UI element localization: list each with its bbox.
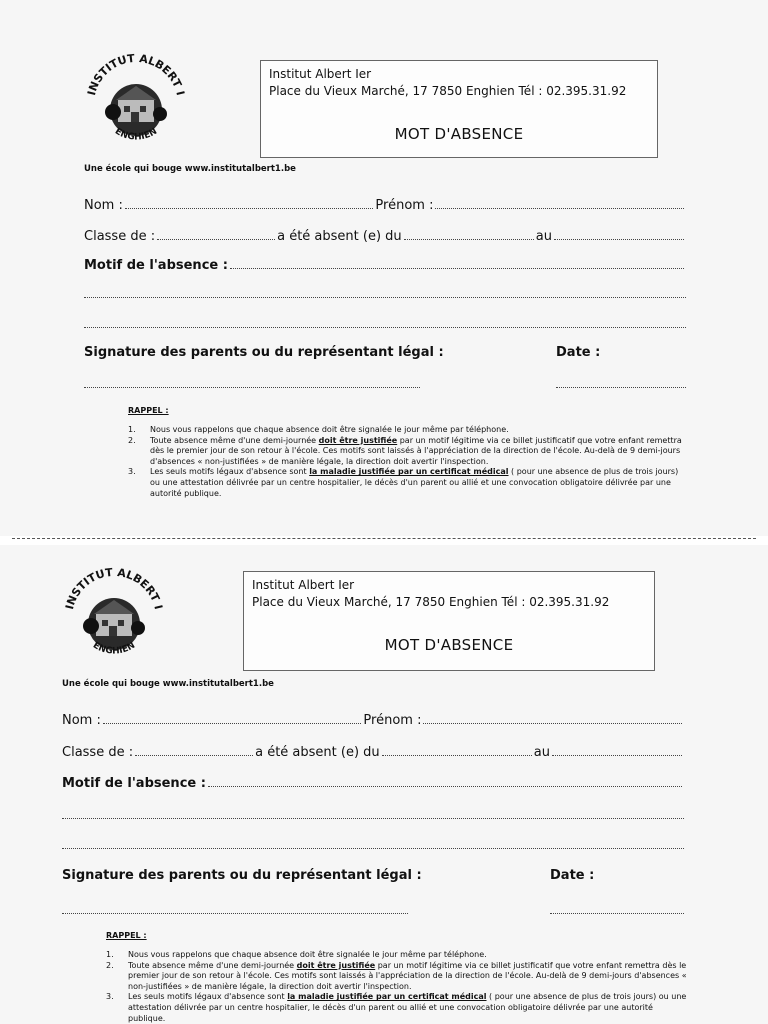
- rappel-item-emphasis: doit être justifiée: [318, 435, 398, 445]
- nom-prenom-line: [84, 195, 686, 213]
- motif-line: [84, 255, 686, 273]
- signature-label: Signature des parents ou du représentant légal :: [84, 345, 444, 360]
- motif-field[interactable]: [230, 268, 684, 269]
- motif-field-line-3[interactable]: [84, 326, 686, 328]
- date-field[interactable]: [550, 912, 684, 914]
- rappel-item-text: Toute absence même d'une demi-journée: [128, 960, 297, 970]
- logo-text-top: INSTITUT ALBERT I: [63, 565, 165, 611]
- rappel-item-number: 1.: [128, 425, 136, 434]
- prenom-label: Prénom :: [375, 198, 434, 213]
- date-from-field[interactable]: [382, 755, 532, 756]
- header-box: [260, 60, 658, 158]
- classe-label: Classe de :: [62, 745, 134, 760]
- rappel-item-text: Nous vous rappelons que chaque absence doit être signalée le jour même par téléphone.: [150, 425, 509, 434]
- motif-field-line-3[interactable]: [62, 847, 684, 849]
- date-label: Date :: [550, 868, 595, 883]
- cut-line: [12, 538, 756, 539]
- tagline: Une école qui bouge www.institutalbert1.be: [84, 164, 296, 174]
- date-to-field[interactable]: [554, 239, 684, 240]
- motif-field-line-2[interactable]: [84, 296, 686, 298]
- rappel-item: [128, 425, 688, 436]
- date-to-field[interactable]: [552, 755, 682, 756]
- rappel-list: [106, 950, 688, 1024]
- logo-text-bottom: ENGHIEN: [112, 126, 160, 143]
- classe-line: [62, 742, 684, 760]
- rappel-item-text: par un motif légitime via ce billet justificatif que votre enfant remettra dès le premier jour de son retour à l'école. Ces motifs sont laissés à l'appréciation de la direction de l'école. Au-delà de 9 demi-jours d'absences « non-justifiées » de manière légale, la direction doit avertir l'inspection.: [128, 960, 687, 991]
- signature-field[interactable]: [62, 912, 408, 914]
- rappel-item: [128, 436, 688, 468]
- rappel-item-emphasis: la maladie justifiée par un certificat médical: [309, 467, 509, 477]
- au-label: au: [535, 229, 552, 244]
- rappel-item-text: Les seuls motifs légaux d'absence sont: [150, 467, 310, 477]
- classe-field[interactable]: [157, 239, 275, 240]
- rappel-item-text: Toute absence même d'une demi-journée: [150, 435, 319, 445]
- nom-field[interactable]: [125, 208, 374, 209]
- prenom-field[interactable]: [435, 208, 684, 209]
- institution-name: Institut Albert Ier: [269, 67, 372, 81]
- rappel-item-number: 2.: [128, 435, 136, 445]
- slip-title: MOT D'ABSENCE: [394, 125, 524, 143]
- motif-field[interactable]: [208, 786, 682, 787]
- slip-title: MOT D'ABSENCE: [384, 636, 514, 654]
- rappel-item-text: par un motif légitime via ce billet justificatif que votre enfant remettra dès le premier jour de son retour à l'école. Ces motifs sont laissés à l'appréciation de la direction de l'école. Au-delà de 9 demi-jours d'absences « non-justifiées » de manière légale, la direction doit avertir l'inspection.: [150, 435, 682, 466]
- signature-field[interactable]: [84, 386, 420, 388]
- tagline: Une école qui bouge www.institutalbert1.be: [62, 679, 274, 689]
- nom-label: Nom :: [84, 198, 123, 213]
- rappel-item: [128, 467, 688, 499]
- rappel-item-number: 3.: [128, 467, 136, 477]
- prenom-label: Prénom :: [363, 713, 422, 728]
- motif-field-line-2[interactable]: [62, 817, 684, 819]
- school-logo: [58, 556, 170, 668]
- au-label: au: [533, 745, 550, 760]
- logo-text-top: INSTITUT ALBERT I: [85, 51, 187, 97]
- institution-name: Institut Albert Ier: [252, 578, 355, 592]
- rappel-item-emphasis: doit être justifiée: [296, 960, 376, 970]
- rappel-item: [106, 992, 688, 1024]
- classe-field[interactable]: [135, 755, 253, 756]
- rappel-list: [128, 425, 688, 499]
- rappel-item-number: 2.: [106, 960, 114, 970]
- rappel-title: RAPPEL :: [128, 406, 169, 415]
- logo-text-bottom: ENGHIEN: [90, 640, 138, 657]
- classe-line: [84, 226, 686, 244]
- rappel-item-number: 1.: [106, 950, 114, 959]
- rappel-item: [106, 961, 688, 993]
- rappel-item-emphasis: la maladie justifiée par un certificat médical: [287, 992, 487, 1002]
- prenom-field[interactable]: [423, 723, 682, 724]
- motif-label: Motif de l'absence :: [84, 258, 228, 273]
- header-box: [243, 571, 655, 671]
- nom-prenom-line: [62, 710, 684, 728]
- nom-label: Nom :: [62, 713, 101, 728]
- rappel-item-text: Les seuls motifs légaux d'absence sont: [128, 992, 288, 1002]
- date-label: Date :: [556, 345, 601, 360]
- institution-address: Place du Vieux Marché, 17 7850 Enghien Tél : 02.395.31.92: [269, 84, 627, 98]
- absent-label: a été absent (e) du: [255, 745, 380, 760]
- absent-label: a été absent (e) du: [277, 229, 402, 244]
- rappel-title: RAPPEL :: [106, 931, 147, 940]
- date-from-field[interactable]: [404, 239, 534, 240]
- rappel-item-text: ( pour une absence de plus de trois jours) ou une attestation délivrée par un centre hospitalier, le décès d'un parent ou allié et une convocation obligatoire délivrée par une autorité publique.: [150, 467, 679, 498]
- rappel-item-text: ( pour une absence de plus de trois jours) ou une attestation délivrée par un centre hospitalier, le décès d'un parent ou allié et une convocation obligatoire délivrée par une autorité publique.: [128, 992, 687, 1023]
- motif-line: [62, 773, 684, 791]
- motif-label: Motif de l'absence :: [62, 776, 206, 791]
- institution-address: Place du Vieux Marché, 17 7850 Enghien Tél : 02.395.31.92: [252, 595, 610, 609]
- rappel-item-text: Nous vous rappelons que chaque absence doit être signalée le jour même par téléphone.: [128, 950, 487, 959]
- nom-field[interactable]: [103, 723, 362, 724]
- date-field[interactable]: [556, 386, 686, 388]
- classe-label: Classe de :: [84, 229, 156, 244]
- rappel-item-number: 3.: [106, 992, 114, 1002]
- signature-label: Signature des parents ou du représentant légal :: [62, 868, 422, 883]
- school-logo: [80, 42, 192, 154]
- rappel-item: [106, 950, 688, 961]
